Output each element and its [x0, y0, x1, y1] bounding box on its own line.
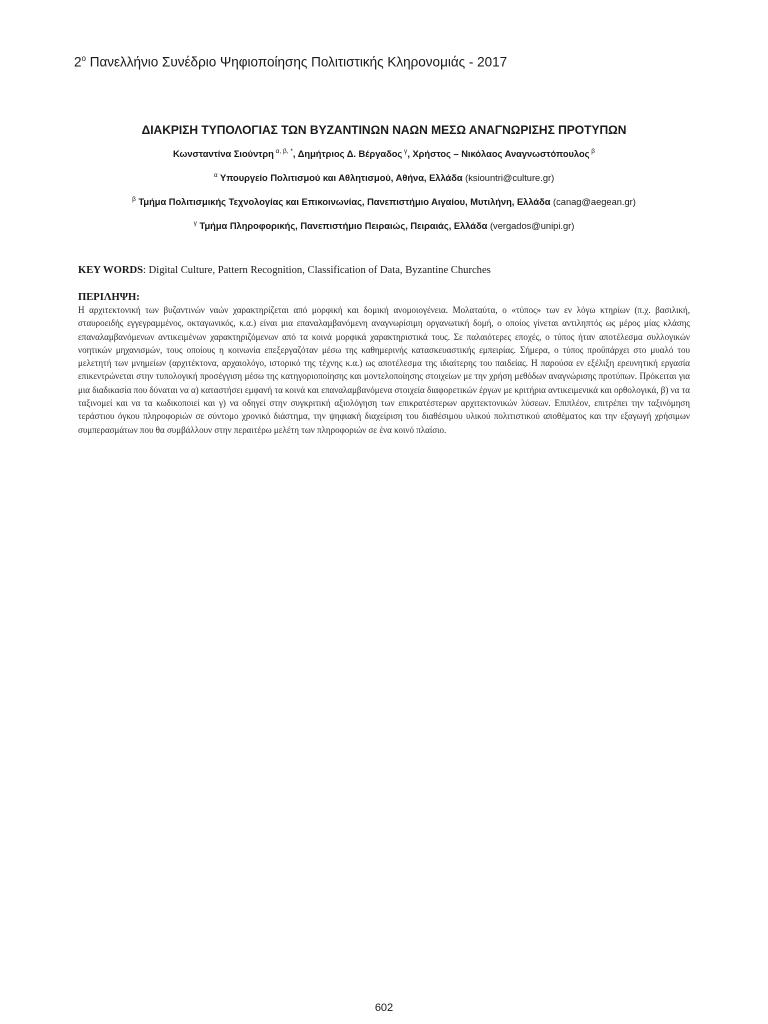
conference-name: Πανελλήνιο Συνέδριο Ψηφιοποίησης Πολιτιστικής Κληρονομιάς - 2017: [85, 54, 508, 70]
abstract-heading: ΠΕΡΙΛΗΨΗ:: [78, 292, 140, 303]
keywords-line: [78, 265, 491, 276]
author-name: , Δημήτριος Δ. Βέργαδος: [292, 149, 403, 160]
keywords-label: KEY WORDS: [78, 265, 144, 276]
author-affiliation-mark: α, β, *: [273, 148, 293, 155]
affiliation-mark: γ: [193, 220, 197, 227]
affiliation-line: [0, 172, 768, 183]
affiliation-email: (ksiountri@culture.gr): [462, 173, 555, 184]
page-number: 602: [374, 1002, 394, 1014]
affiliation-email: (canag@aegean.gr): [550, 197, 636, 208]
conference-ordinal: 2: [74, 54, 82, 70]
affiliation-name: Τμήμα Πολιτισμικής Τεχνολογίας και Επικοινωνίας, Πανεπιστήμιο Αιγαίου, Μυτιλήνη, Ελλάδα: [135, 197, 551, 208]
affiliation-mark: α: [213, 172, 218, 179]
conference-header: [74, 54, 507, 70]
author-name: , Χρήστος – Νικόλαος Αναγνωστόπουλος: [407, 149, 590, 160]
affiliation-name: Τμήμα Πληροφορικής, Πανεπιστήμιο Πειραιώς, Πειραιάς, Ελλάδα: [196, 221, 488, 232]
affiliation-mark: β: [132, 196, 136, 203]
paper-title: ΔΙΑΚΡΙΣΗ ΤΥΠΟΛΟΓΙΑΣ ΤΩΝ ΒΥΖΑΝΤΙΝΩΝ ΝΑΩΝ ΜΕΣΩ ΑΝΑΓΝΩΡΙΣΗΣ ΠΡΟΤΥΠΩΝ: [141, 123, 627, 137]
affiliation-line: [0, 220, 768, 231]
author-affiliation-mark: γ: [402, 148, 408, 155]
affiliation-line: [0, 196, 768, 207]
conference-ordinal-sup: ο: [81, 54, 86, 63]
affiliation-email: (vergados@unipi.gr): [487, 221, 575, 232]
author-name: Κωνσταντίνα Σιούντρη: [172, 149, 274, 160]
affiliation-name: Υπουργείο Πολιτισμού και Αθλητισμού, Αθήνα, Ελλάδα: [217, 173, 463, 184]
keywords-text: : Digital Culture, Pattern Recognition, Classification of Data, Byzantine Churches: [143, 265, 491, 276]
author-affiliation-mark: β: [589, 148, 596, 155]
abstract-text: Η αρχιτεκτονική των βυζαντινών ναών χαρακτηρίζεται από μορφική και δομική ανομοιογένεια. Μολαταύτα, ο «τύπος» των εν λόγω κτηρίων (π.χ. βασιλική, σταυροειδής εγγεγραμμένος, οκταγωνικός, κ.α.) είναι μια επαναλαμβανόμενη αναγνωρίσιμη οργανωτική δομή, ο οποίος γίνεται αντιληπτός ως μέρος μίας κλάσης επαναλαμβανόμενων αντικειμένων χαρακτηριζόμενων από τα κοινά μορφικά χαρακτηριστικά τους. Σε παλαιότερες εποχές, ο τύπος ήταν αποτέλεσμα συλλογικών νοητικών μηχανισμών, τους οποίους η κοινωνία επεξεργαζόταν μέσω της καθημερινής κατασκευαστικής εμπειρίας. Σήμερα, ο τύπος προϋπάρχει στο μυαλό του μελετητή των μνημείων (αρχιτέκτονα, αρχαιολόγο, ιστορικό της τέχνης κ.α.) ως αποτέλεσμα της ιδιαίτερης του παιδείας. Η παρούσα εν εξέλιξη ερευνητική εργασία επικεντρώνεται στην τυπολογική προσέγγιση μέσω της κατηγοριοποίησης και μοντελοποίησης στοιχείων με την χρήση μεθόδων αναγνώρισης προτύπων. Πρόκειται για μια διαδικασία που δύναται να α) καταστήσει εμφανή τα κοινά και επαναλαμβανόμενα στοιχεία διαφορετικών έργων με κριτήρια αντικειμενικά και ορθολογικά, β) να τα ταξινομεί και να τα κωδικοποιεί και γ) να οδηγεί στην συγκριτική αξιολόγηση των επικρατέστερων αρχιτεκτονικών λύσεων. Επιπλέον, επιτρέπει την ταξινόμηση τεράστιου όγκου πληροφοριών σε σύντομο χρονικό διάστημα, την ψηφιακή διαχείριση του διαθέσιμου υλικού πολιτιστικού αποθέματος και την εξαγωγή χρήσιμων συμπερασμάτων που θα συμβάλλουν στην περαιτέρω μελέτη των πληροφοριών σε ένα κοινό πλαίσιο.: [78, 305, 690, 435]
author-list: [0, 148, 768, 159]
